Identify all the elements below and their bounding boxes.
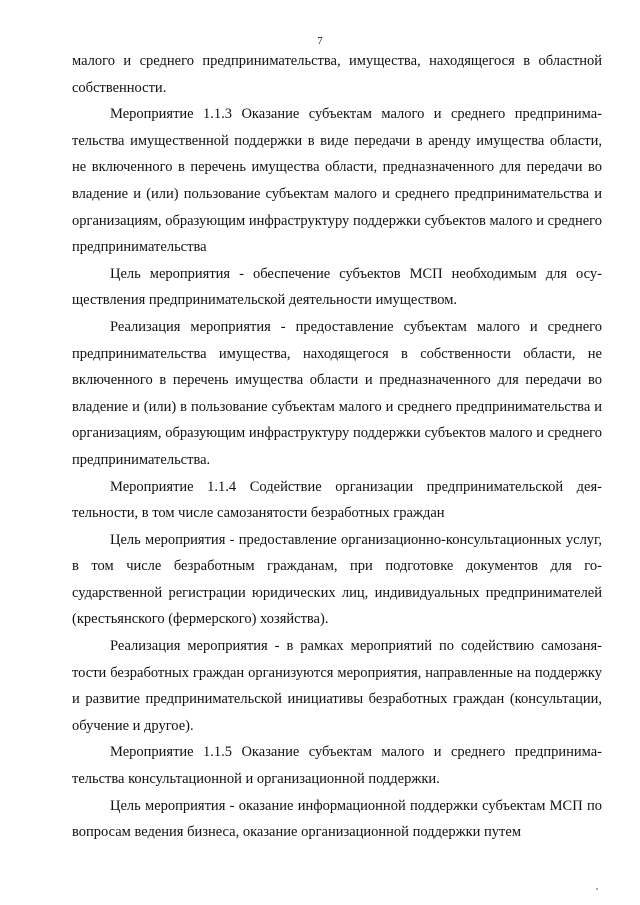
paragraph-measure-1-1-3-implementation: Реализация мероприятия - предоставление субъектам малого и среднего предпринимательства имущества, находящегося в собственности области, не включенного в перечень имущества области и предназначенного для передачи во владение и (или) в пользование субъектам малого и среднего предпринимательства и организациям, образующим инфраструктуру поддержки субъектов малого и среднего предпринимательства. (72, 318, 602, 468)
paragraph-measure-1-1-4-implementation: Реализация мероприятия - в рамках мероприятий по содействию самозанятости безработных граждан организуются мероприятия, направленные на поддержку и развитие предпринимательской инициативы безработных граждан (консультации, обучение и другое). (72, 638, 602, 734)
paragraph-measure-1-1-5: Мероприятие 1.1.5 Оказание субъектам малого и среднего предпринимательства консультационной и организационной поддержки. (72, 744, 602, 788)
paragraph-measure-1-1-5-goal: Цель мероприятия - оказание информационной поддержки субъектам МСП по вопросам ведения бизнеса, оказание организационной поддержки путем (72, 797, 602, 841)
paragraph-continuation: малого и среднего предпринимательства, имущества, находящегося в областной собственности. (72, 53, 602, 96)
page-number: 7 (317, 35, 323, 47)
document-body (72, 48, 602, 846)
paragraph-measure-1-1-3: Мероприятие 1.1.3 Оказание субъектам малого и среднего предпринимательства имущественной поддержки в виде передачи в аренду имущества области, не включенного в перечень имущества области, предназначенного для передачи во владение и (или) пользование субъектам малого и среднего предпринимательства и организациям, образующим инфраструктуру поддержки субъектов малого и среднего предпринимательства (72, 106, 602, 256)
paragraph-measure-1-1-4-goal: Цель мероприятия - предоставление организационно-консультационных услуг, в том числе безработным гражданам, при подготовке документов для государственной регистрации юридических лиц, индивидуальных предпринимателей (крестьянского (фермерского) хозяйства). (72, 531, 602, 628)
paragraph-measure-1-1-3-goal: Цель мероприятия - обеспечение субъектов МСП необходимым для осуществления предпринимательской деятельности имуществом. (72, 265, 602, 309)
scan-speck (596, 888, 598, 890)
paragraph-measure-1-1-4: Мероприятие 1.1.4 Содействие организации предпринимательской деятельности, в том числе самозанятости безработных граждан (72, 478, 602, 522)
